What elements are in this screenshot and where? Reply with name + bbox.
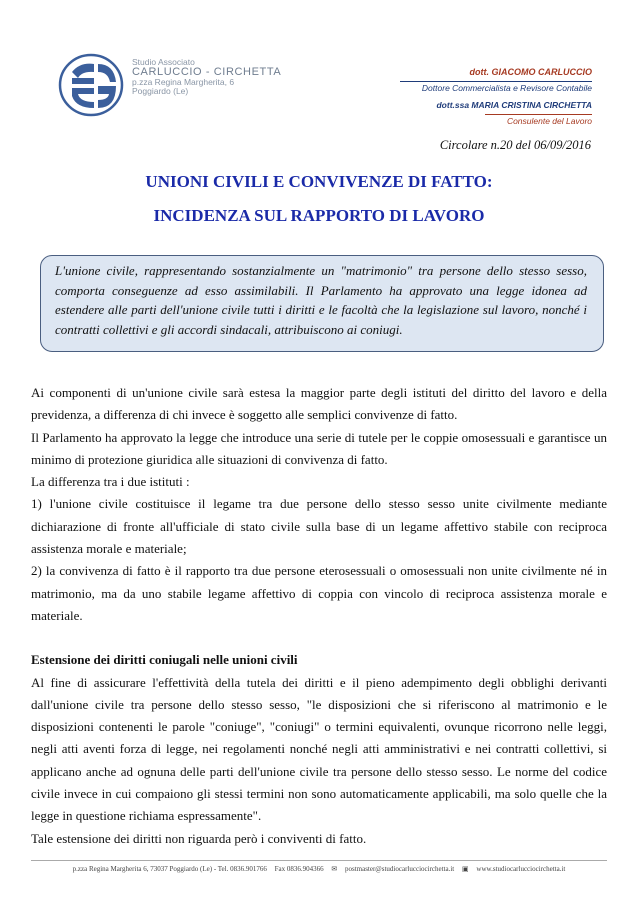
footer-divider <box>31 860 607 861</box>
body-paragraph-4: 1) l'unione civile costituisce il legame tra due persone dello stesso sesso unite civilmente mediante dichiarazione di fronte all'ufficiale di stato civile sulla base di un legame affettivo stabile con reciproca assistenza morale e materiale; <box>31 496 607 557</box>
studio-logo <box>58 52 128 118</box>
professional-name-2: dott.ssa MARIA CRISTINA CIRCHETTA <box>436 100 592 110</box>
body-paragraph-2: Il Parlamento ha approvato la legge che introduce una serie di tutele per le coppie omosessuali e garantisce un minimo di protezione giuridica alle situazioni di convivenza di fatto. <box>31 429 607 467</box>
document-title-line-2: INCIDENZA SUL RAPPORTO DI LAVORO <box>153 206 485 225</box>
studio-line-4: Poggiardo (Le) <box>132 86 189 97</box>
body-paragraph-6: Al fine di assicurare l'effettività della tutela dei diritti e il pieno adempimento degli obblighi derivanti dall'unione civile tra persone dello stesso sesso, "le disposizioni che si riferiscono al matrimonio e le disposizioni contenenti le parole "coniuge", "coniugi" o termini equivalenti, ovunque ricorrono nelle leggi, negli atti aventi forza di legge, nei regolamenti nonché negli atti amministrativi e nei contratti collettivi, si applicano anche ad ognuna delle parti dell'unione civile tra persone dello stesso sesso. Le norme del codice civile invece in cui compaiono gli stessi termini non sono automaticamente applicabili, ma solo quelle che la legge in questione richiama espressamente". <box>31 674 607 824</box>
section-heading: Estensione dei diritti coniugali nelle unioni civili <box>31 652 298 668</box>
body-paragraph-5: 2) la convivenza di fatto è il rapporto tra due persone eterosessuali o omosessuali non unite civilmente né in matrimonio, ma da uno stabile legame affettivo di coppia con vincolo di reciproca assistenza morale e materiale. <box>31 563 607 623</box>
document-body <box>31 382 607 850</box>
body-paragraph-1: Ai componenti di un'unione civile sarà estesa la maggior parte degli istituti del diritto del lavoro e della previdenza, a differenza di chi invece è soggetto alle semplici convivenze di fatto. <box>31 385 607 423</box>
body-paragraph-7: Tale estensione dei diritti non riguarda però i conviventi di fatto. <box>31 830 367 846</box>
document-title-line-1: UNIONI CIVILI E CONVIVENZE DI FATTO: <box>145 172 493 191</box>
abstract-box <box>40 255 604 352</box>
abstract-text: L'unione civile, rappresentando sostanzialmente un "matrimonio" tra persone dello stesso sesso, comporta conseguenze ad esso assimilabili. Il Parlamento ha approvato una legge idonea ad estendere alle parti dell'unione civile tutti i diritti e le facoltà che la legislazione sul lavoro, nonché i contratti collettivi e gli accordi sindacali, attribuiscono ai coniugi. <box>55 263 587 337</box>
footer-email: postmaster@studiocarlucciocirchetta.it <box>344 865 455 873</box>
page-footer <box>0 865 638 873</box>
web-icon: ▣ <box>462 865 469 873</box>
studio-name-block <box>132 58 281 96</box>
professional-name-1: dott. GIACOMO CARLUCCIO <box>469 67 592 77</box>
studio-line-1: Studio Associato <box>132 57 195 67</box>
studio-line-3: p.zza Regina Margherita, 6 <box>132 77 235 88</box>
body-paragraph-3: La differenza tra i due istituti : <box>31 474 190 490</box>
circular-reference: Circolare n.20 del 06/09/2016 <box>439 138 591 152</box>
footer-web: www.studiocarlucciocirchetta.it <box>476 865 566 873</box>
professional-title-2: Consulente del Lavoro <box>485 114 592 127</box>
letterhead <box>0 0 638 130</box>
envelope-icon: ✉ <box>331 865 338 873</box>
footer-address: p.zza Regina Margherita 6, 73037 Poggiardo (Le) - Tel. 0836.901766 <box>72 865 267 873</box>
paragraph-spacer <box>31 627 607 649</box>
studio-line-2: CARLUCCIO - CIRCHETTA <box>132 65 282 78</box>
footer-fax: Fax 0836.904366 <box>274 865 324 873</box>
professional-title-1: Dottore Commercialista e Revisore Contabile <box>400 81 592 94</box>
professionals-block <box>382 66 592 129</box>
